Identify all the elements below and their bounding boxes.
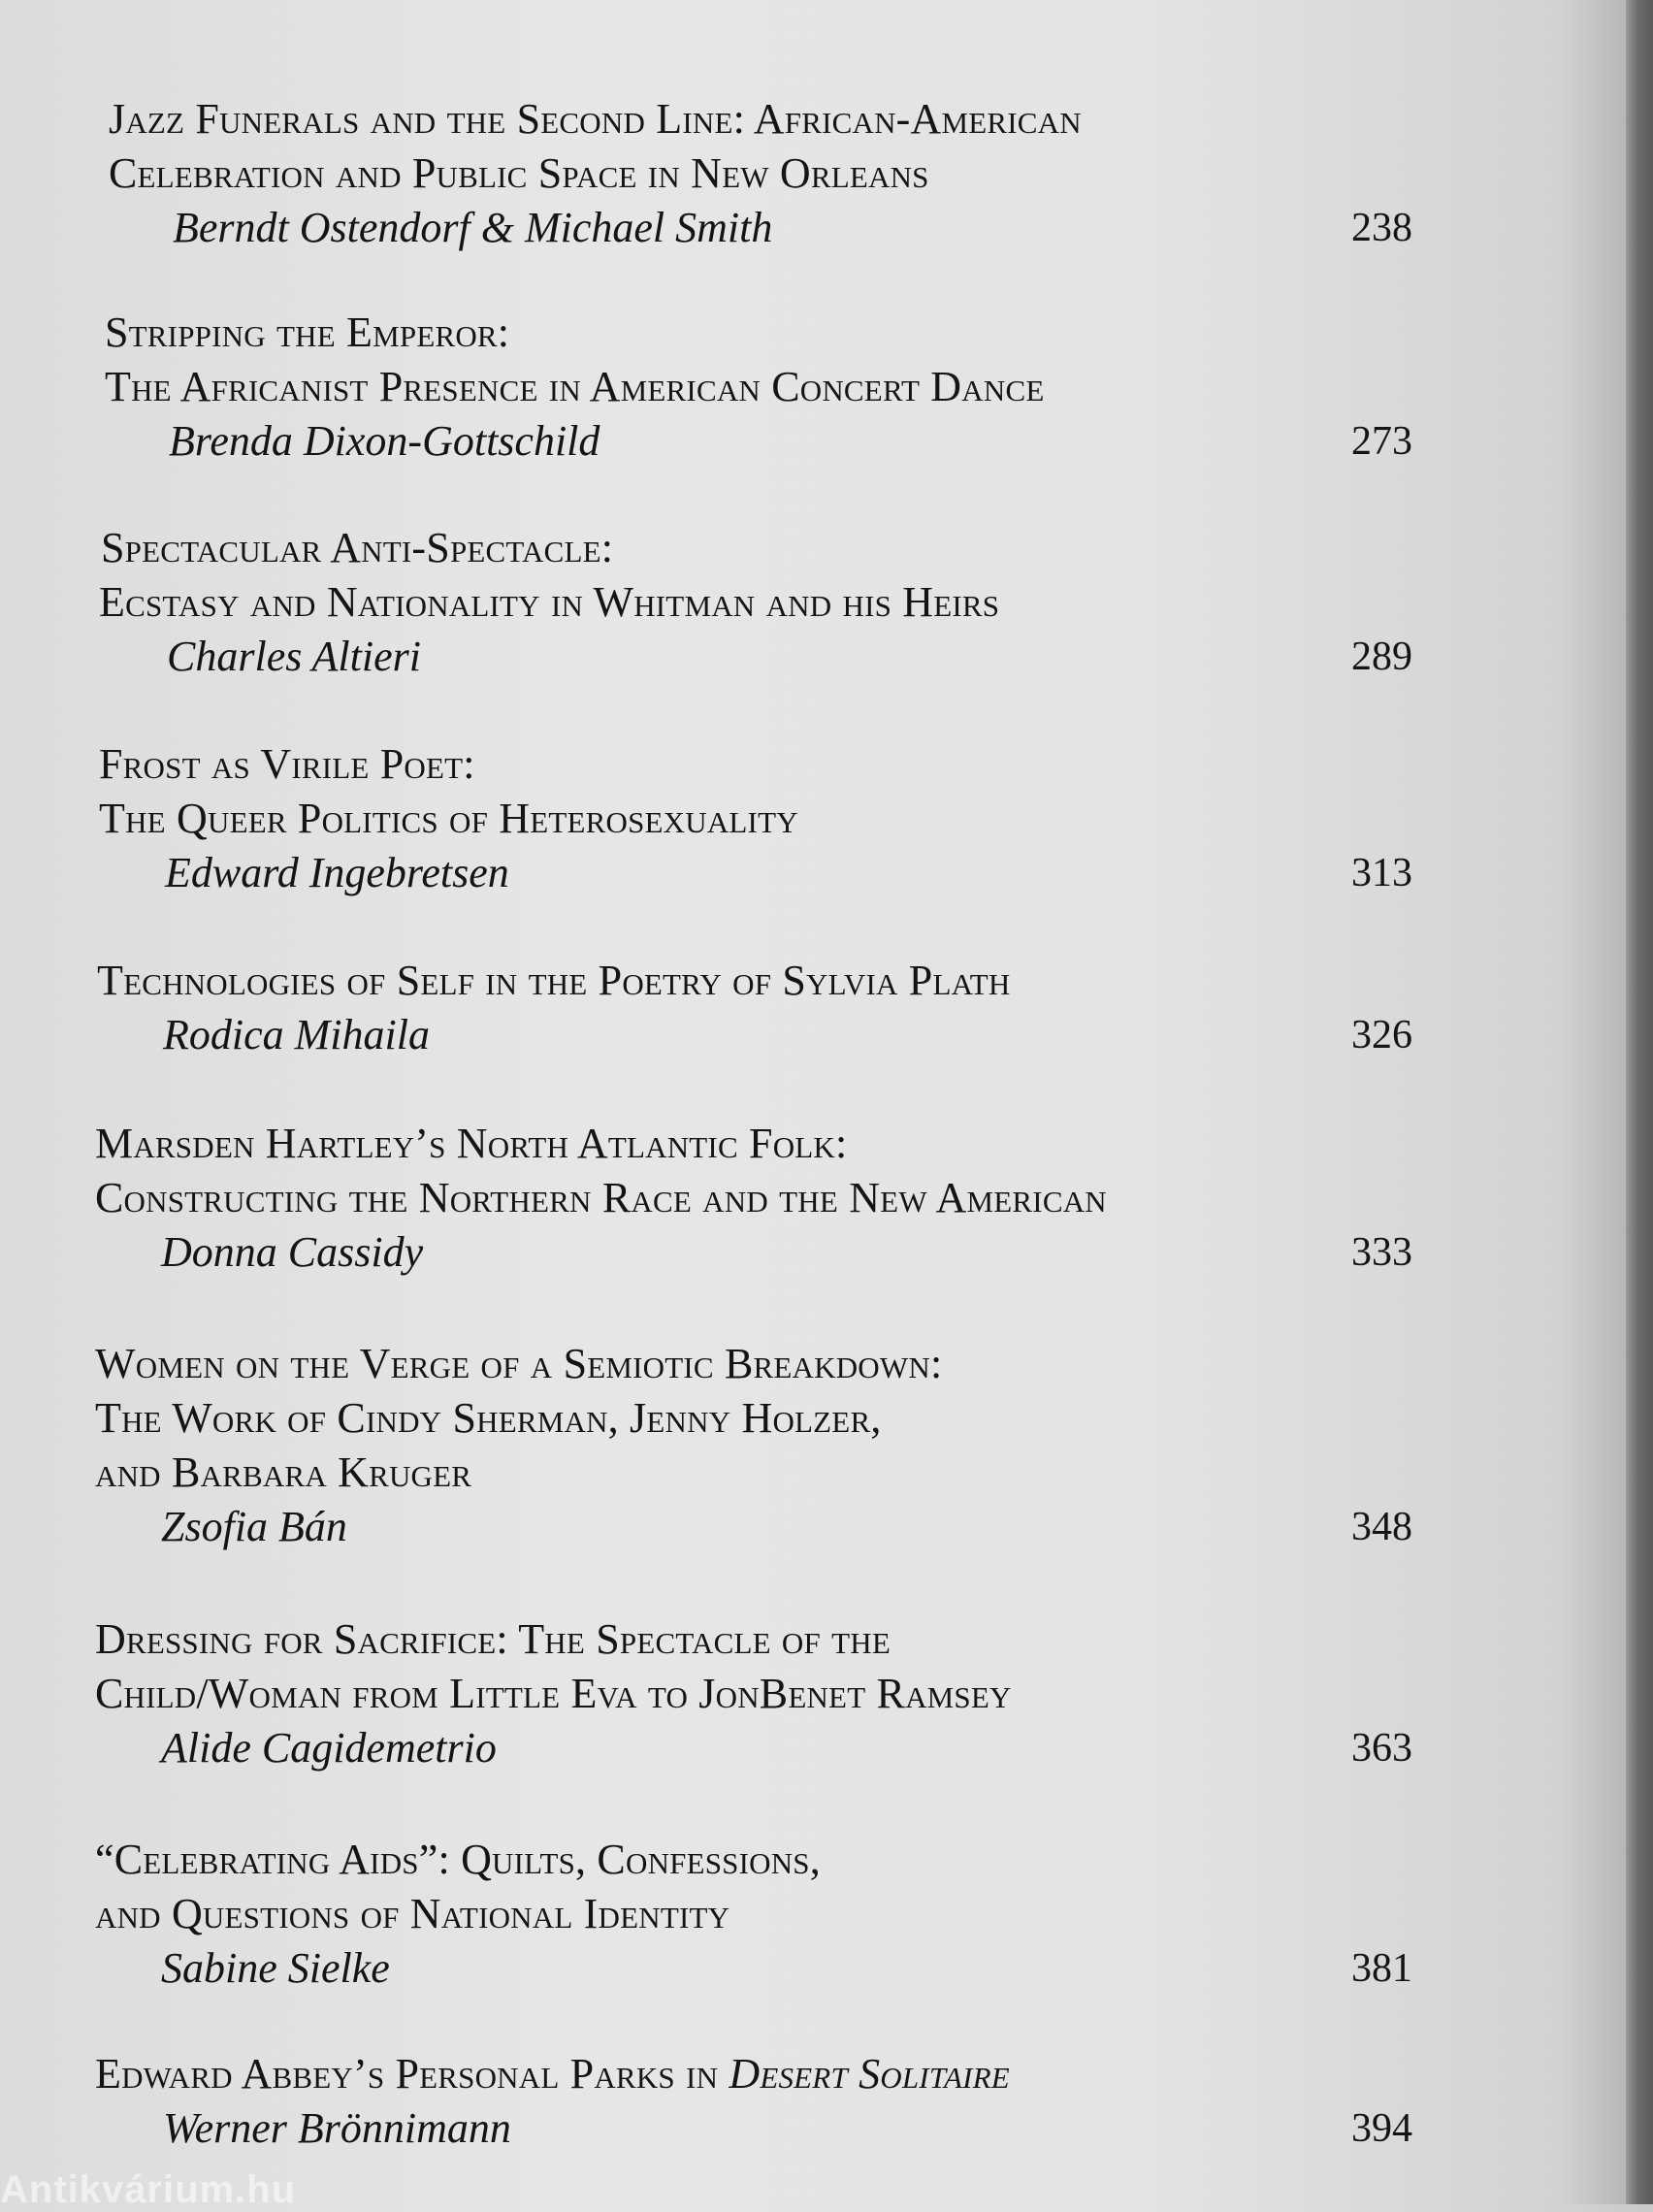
author-row — [93, 630, 1412, 684]
entry-author: Rodica Mihaila — [163, 1011, 430, 1058]
entry-title-line: “Celebrating Aids”: Quilts, Confessions, — [95, 1836, 821, 1883]
entry-page-number: 381 — [1351, 1946, 1412, 1991]
entry-page-number: 313 — [1351, 851, 1412, 895]
entry-title-line: Ecstasy and Nationality in Whitman and his Heirs — [99, 578, 1000, 626]
author-row — [93, 201, 1412, 255]
entry-author: Charles Altieri — [167, 633, 421, 680]
entry-title-line: Women on the Verge of a Semiotic Breakdown: — [95, 1340, 943, 1387]
author-row — [93, 846, 1412, 900]
entry-title-line: Spectacular Anti-Spectacle: — [101, 524, 614, 571]
entry-page-number: 238 — [1351, 206, 1412, 250]
entry-title-line: and Questions of National Identity — [95, 1890, 730, 1937]
entry-page-number: 289 — [1351, 634, 1412, 679]
entry-page-number: 326 — [1351, 1013, 1412, 1057]
entry-title-line: Marsden Hartley’s North Atlantic Folk: — [95, 1120, 848, 1167]
entry-title-line: Stripping the Emperor: — [105, 309, 510, 356]
entry-author: Sabine Sielke — [161, 1944, 390, 1992]
entry-title-line: Constructing the Northern Race and the New American — [95, 1174, 1107, 1221]
toc-entry — [93, 2047, 1412, 2156]
entry-page-number: 394 — [1351, 2106, 1412, 2151]
entry-page-number: 363 — [1351, 1726, 1412, 1771]
toc-entry — [93, 92, 1412, 255]
toc-entry — [93, 521, 1412, 684]
entry-title-italic: Desert Solitaire — [729, 2050, 1010, 2098]
author-row — [93, 1008, 1412, 1062]
author-row — [93, 2101, 1412, 2156]
author-row — [93, 1721, 1412, 1775]
entry-title-line — [95, 2047, 1412, 2101]
entry-title-line: and Barbara Kruger — [95, 1448, 472, 1496]
entry-title-line: Child/Woman from Little Eva to JonBenet Ramsey — [95, 1670, 1012, 1717]
author-row — [93, 1500, 1412, 1554]
entry-title-text: Edward Abbey’s Personal Parks in — [95, 2050, 729, 2098]
entry-page-number: 273 — [1351, 419, 1412, 464]
watermark: Antikvárium.hu — [0, 2168, 297, 2211]
entry-title-line: Frost as Virile Poet: — [99, 740, 475, 788]
entry-title-line: The Work of Cindy Sherman, Jenny Holzer, — [95, 1394, 882, 1442]
toc-entry — [93, 737, 1412, 900]
entry-title-line: Jazz Funerals and the Second Line: African-American — [109, 95, 1082, 143]
author-row — [93, 1941, 1412, 1996]
entry-page-number: 348 — [1351, 1505, 1412, 1549]
entry-page-number: 333 — [1351, 1230, 1412, 1275]
entry-author: Edward Ingebretsen — [165, 849, 509, 896]
toc-entry — [93, 954, 1412, 1062]
entry-author: Alide Cagidemetrio — [161, 1724, 497, 1772]
entry-title-line: The Africanist Presence in American Concert Dance — [105, 363, 1045, 410]
entry-title-line: The Queer Politics of Heterosexuality — [99, 795, 798, 842]
author-row — [93, 1225, 1412, 1280]
entry-title-line: Technologies of Self in the Poetry of Sylvia Plath — [97, 957, 1011, 1004]
toc-entry — [93, 1612, 1412, 1775]
entry-author: Berndt Ostendorf & Michael Smith — [173, 204, 773, 251]
entry-author: Brenda Dixon-Gottschild — [169, 417, 600, 465]
entry-title-line: Dressing for Sacrifice: The Spectacle of the — [95, 1615, 891, 1663]
toc-entry — [93, 1833, 1412, 1996]
author-row — [93, 414, 1412, 469]
entry-title-line: Celebration and Public Space in New Orleans — [109, 149, 929, 197]
entry-author: Zsofia Bán — [161, 1503, 347, 1550]
entry-author: Werner Brönnimann — [163, 2104, 511, 2152]
entry-author: Donna Cassidy — [161, 1228, 424, 1276]
toc-entry — [93, 1337, 1412, 1554]
toc-entry — [93, 1117, 1412, 1280]
toc-entry — [93, 306, 1412, 469]
